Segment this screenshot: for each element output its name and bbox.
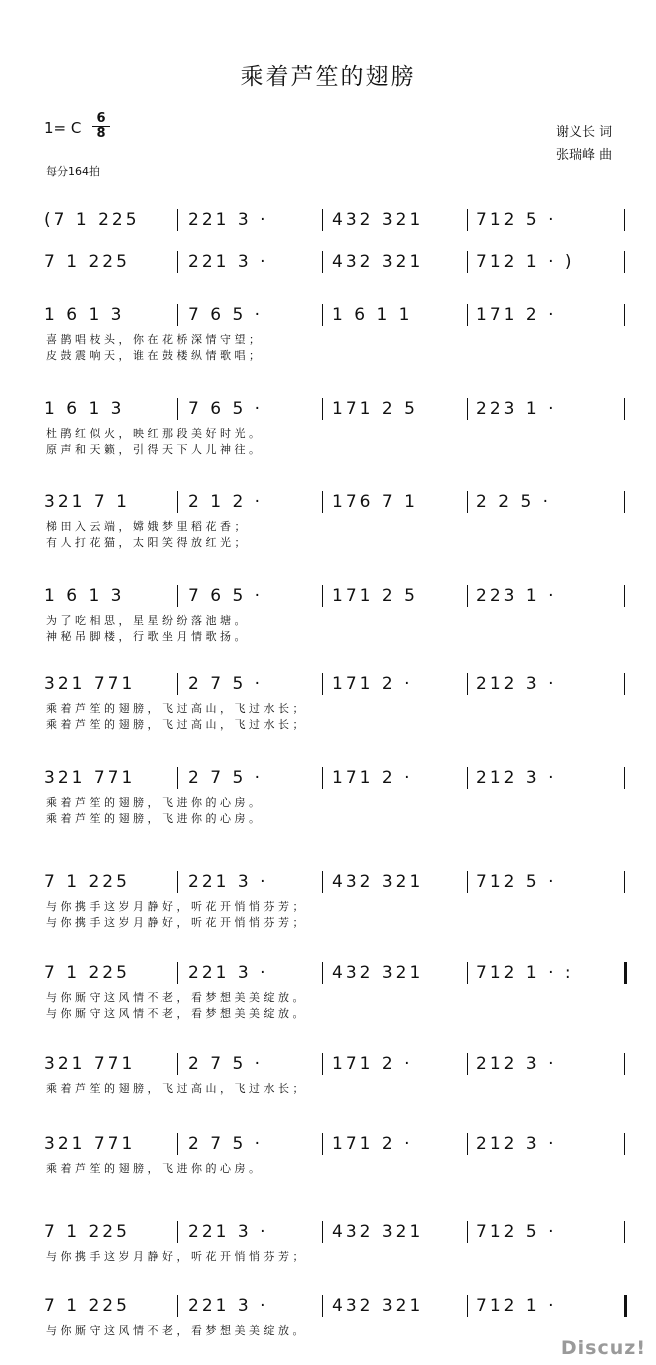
- barline: [177, 304, 178, 326]
- notation-row: [0, 1049, 656, 1079]
- barline: [177, 1053, 178, 1075]
- notation-row: [0, 669, 656, 699]
- lyric-line: 杜 鹃 红 似 火 ， 映 红 那 段 美 好 时 光 。: [46, 427, 260, 440]
- barline: [322, 251, 323, 273]
- barline: [467, 1221, 468, 1243]
- barline: [322, 585, 323, 607]
- measure: 212 3 ·: [476, 1054, 557, 1074]
- measure: 7 1 225: [44, 1296, 130, 1316]
- barline: [624, 585, 625, 607]
- measure: 171 2 5: [332, 586, 418, 606]
- measure: 212 3 ·: [476, 674, 557, 694]
- lyric-line: 为 了 吃 相 思 ， 星 星 纷 纷 落 池 塘 。: [46, 614, 246, 627]
- notation-row: [0, 1217, 656, 1247]
- barline: [177, 585, 178, 607]
- time-signature: [92, 113, 110, 140]
- score-line: [0, 958, 656, 1028]
- measure: 221 3 ·: [188, 1222, 269, 1242]
- barline: [467, 871, 468, 893]
- measure: 171 2 5: [332, 399, 418, 419]
- measure: 171 2 ·: [332, 674, 413, 694]
- barline: [467, 251, 468, 273]
- composer-credit: 张瑞峰 曲: [556, 148, 613, 163]
- barline: [177, 398, 178, 420]
- measure: 221 3 ·: [188, 963, 269, 983]
- key-signature: 1= C: [44, 119, 82, 137]
- lyric-line: 有 人 打 花 猫 ， 太 阳 笑 得 放 红 光 ；: [46, 536, 246, 549]
- notation-row: [0, 581, 656, 611]
- barline: [624, 304, 625, 326]
- notation-row: [0, 763, 656, 793]
- measure: 221 3 ·: [188, 252, 269, 272]
- measure: 321 7 1: [44, 492, 130, 512]
- measure: 712 1 ·: [476, 1296, 557, 1316]
- notation-row: [0, 300, 656, 330]
- measure: 223 1 ·: [476, 586, 557, 606]
- lyric-line: 乘 着 芦 笙 的 翅 膀 ， 飞 过 高 山 ， 飞 过 水 长 ；: [46, 702, 304, 715]
- measure: 212 3 ·: [476, 1134, 557, 1154]
- score-line: [0, 669, 656, 739]
- barline: [467, 1053, 468, 1075]
- barline: [322, 1295, 323, 1317]
- lyric-line: 乘 着 芦 笙 的 翅 膀 ， 飞 进 你 的 心 房 。: [46, 1162, 260, 1175]
- measure: 712 5 ·: [476, 1222, 557, 1242]
- lyric-line: 与 你 厮 守 这 风 情 不 老 ， 看 梦 想 美 美 绽 放 。: [46, 1324, 304, 1337]
- measure: 432 321: [332, 1222, 424, 1242]
- barline: [322, 304, 323, 326]
- measure: (7 1 225: [44, 210, 140, 230]
- barline: [624, 767, 625, 789]
- measure: 432 321: [332, 963, 424, 983]
- measure: 212 3 ·: [476, 768, 557, 788]
- barline: [322, 209, 323, 231]
- barline: [624, 398, 625, 420]
- barline: [467, 398, 468, 420]
- notation-row: [0, 247, 656, 277]
- measure: 2 1 2 ·: [188, 492, 264, 512]
- score-line: [0, 867, 656, 937]
- measure: 7 1 225: [44, 872, 130, 892]
- score-line: [0, 1049, 656, 1119]
- score-line: [0, 1217, 656, 1287]
- barline: [322, 673, 323, 695]
- measure: 432 321: [332, 210, 424, 230]
- watermark: Discuz!: [560, 1337, 646, 1359]
- lyric-line: 与 你 厮 守 这 风 情 不 老 ， 看 梦 想 美 美 绽 放 。: [46, 991, 304, 1004]
- notation-row: [0, 1291, 656, 1321]
- barline: [322, 1221, 323, 1243]
- barline: [624, 1053, 625, 1075]
- barline: [322, 1133, 323, 1155]
- barline: [177, 962, 178, 984]
- barline: [177, 767, 178, 789]
- lyricist-credit: 谢义长 词: [556, 125, 613, 140]
- score-line: [0, 581, 656, 651]
- score-line: [0, 1129, 656, 1199]
- measure: 432 321: [332, 1296, 424, 1316]
- notation-row: [0, 394, 656, 424]
- lyric-line: 乘 着 芦 笙 的 翅 膀 ， 飞 过 高 山 ， 飞 过 水 长 ；: [46, 718, 304, 731]
- barline: [177, 209, 178, 231]
- measure: 1 6 1 3: [44, 305, 125, 325]
- measure: 321 771: [44, 1054, 136, 1074]
- measure: 432 321: [332, 252, 424, 272]
- measure: 1 6 1 1: [332, 305, 413, 325]
- barline: [177, 251, 178, 273]
- measure: 176 7 1: [332, 492, 418, 512]
- measure: 171 2 ·: [332, 768, 413, 788]
- barline: [322, 398, 323, 420]
- measure: 7 6 5 ·: [188, 399, 264, 419]
- measure: 321 771: [44, 1134, 136, 1154]
- measure: 7 6 5 ·: [188, 586, 264, 606]
- barline: [624, 1295, 627, 1317]
- measure: 7 1 225: [44, 963, 130, 983]
- lyric-line: 喜 鹊 唱 枝 头 ， 你 在 花 桥 深 情 守 望 ；: [46, 333, 260, 346]
- barline: [624, 871, 625, 893]
- lyric-line: 乘 着 芦 笙 的 翅 膀 ， 飞 过 高 山 ， 飞 过 水 长 ；: [46, 1082, 304, 1095]
- barline: [624, 673, 625, 695]
- measure: 7 6 5 ·: [188, 305, 264, 325]
- barline: [467, 209, 468, 231]
- barline: [322, 871, 323, 893]
- barline: [467, 1133, 468, 1155]
- measure: 171 2 ·: [332, 1134, 413, 1154]
- meter-bottom: 8: [96, 126, 106, 141]
- notation-row: [0, 1129, 656, 1159]
- notation-row: [0, 958, 656, 988]
- measure: 2 2 5 ·: [476, 492, 552, 512]
- barline: [467, 1295, 468, 1317]
- barline: [177, 673, 178, 695]
- measure: 223 1 ·: [476, 399, 557, 419]
- score-line: [0, 487, 656, 557]
- measure: 2 7 5 ·: [188, 1054, 264, 1074]
- barline: [177, 871, 178, 893]
- lyric-line: 与 你 厮 守 这 风 情 不 老 ， 看 梦 想 美 美 绽 放 。: [46, 1007, 304, 1020]
- barline: [624, 209, 625, 231]
- lyric-line: 与 你 携 手 这 岁 月 静 好 ， 听 花 开 悄 悄 芬 芳 ；: [46, 1250, 304, 1263]
- lyric-line: 乘 着 芦 笙 的 翅 膀 ， 飞 进 你 的 心 房 。: [46, 796, 260, 809]
- barline: [624, 251, 625, 273]
- lyric-line: 与 你 携 手 这 岁 月 静 好 ， 听 花 开 悄 悄 芬 芳 ；: [46, 916, 304, 929]
- measure: 712 5 ·: [476, 872, 557, 892]
- notation-row: [0, 487, 656, 517]
- measure: 2 7 5 ·: [188, 674, 264, 694]
- notation-row: [0, 867, 656, 897]
- barline: [177, 491, 178, 513]
- lyric-line: 皮 鼓 震 响 天 ， 谁 在 鼓 楼 纵 情 歌 唱 ；: [46, 349, 260, 362]
- meter-top: 6: [96, 111, 106, 126]
- lyric-line: 原 声 和 天 籁 ， 引 得 天 下 人 儿 神 往 。: [46, 443, 260, 456]
- score-line: [0, 300, 656, 370]
- barline: [322, 491, 323, 513]
- barline: [322, 1053, 323, 1075]
- lyric-line: 梯 田 入 云 端 ， 嫦 娥 梦 里 稻 花 香 ；: [46, 520, 246, 533]
- measure: 1 6 1 3: [44, 586, 125, 606]
- measure: 7 1 225: [44, 252, 130, 272]
- barline: [467, 491, 468, 513]
- barline: [177, 1221, 178, 1243]
- measure: 2 7 5 ·: [188, 768, 264, 788]
- song-title: 乘着芦笙的翅膀: [240, 64, 416, 90]
- barline: [177, 1295, 178, 1317]
- barline: [624, 962, 627, 984]
- barline: [322, 767, 323, 789]
- barline: [624, 1221, 625, 1243]
- score-line: [0, 763, 656, 833]
- tempo-marking: 每分164拍: [46, 165, 100, 178]
- measure: 7 1 225: [44, 1222, 130, 1242]
- measure: 221 3 ·: [188, 210, 269, 230]
- measure: 321 771: [44, 768, 136, 788]
- barline: [467, 585, 468, 607]
- measure: 171 2 ·: [476, 305, 557, 325]
- barline: [177, 1133, 178, 1155]
- measure: 1 6 1 3: [44, 399, 125, 419]
- measure: 2 7 5 ·: [188, 1134, 264, 1154]
- lyric-line: 与 你 携 手 这 岁 月 静 好 ， 听 花 开 悄 悄 芬 芳 ；: [46, 900, 304, 913]
- barline: [467, 962, 468, 984]
- measure: 171 2 ·: [332, 1054, 413, 1074]
- barline: [624, 1133, 625, 1155]
- barline: [467, 304, 468, 326]
- barline: [467, 767, 468, 789]
- score-line: [0, 394, 656, 464]
- measure: 432 321: [332, 872, 424, 892]
- score-line: [0, 1291, 656, 1361]
- lyric-line: 乘 着 芦 笙 的 翅 膀 ， 飞 进 你 的 心 房 。: [46, 812, 260, 825]
- barline: [322, 962, 323, 984]
- measure: 321 771: [44, 674, 136, 694]
- notation-row: [0, 205, 656, 235]
- lyric-line: 神 秘 吊 脚 楼 ， 行 歌 坐 月 情 歌 扬 。: [46, 630, 246, 643]
- measure: 712 1 · :: [476, 963, 574, 983]
- barline: [467, 673, 468, 695]
- measure: 221 3 ·: [188, 872, 269, 892]
- measure: 712 1 · ): [476, 252, 575, 272]
- measure: 712 5 ·: [476, 210, 557, 230]
- measure: 221 3 ·: [188, 1296, 269, 1316]
- barline: [624, 491, 625, 513]
